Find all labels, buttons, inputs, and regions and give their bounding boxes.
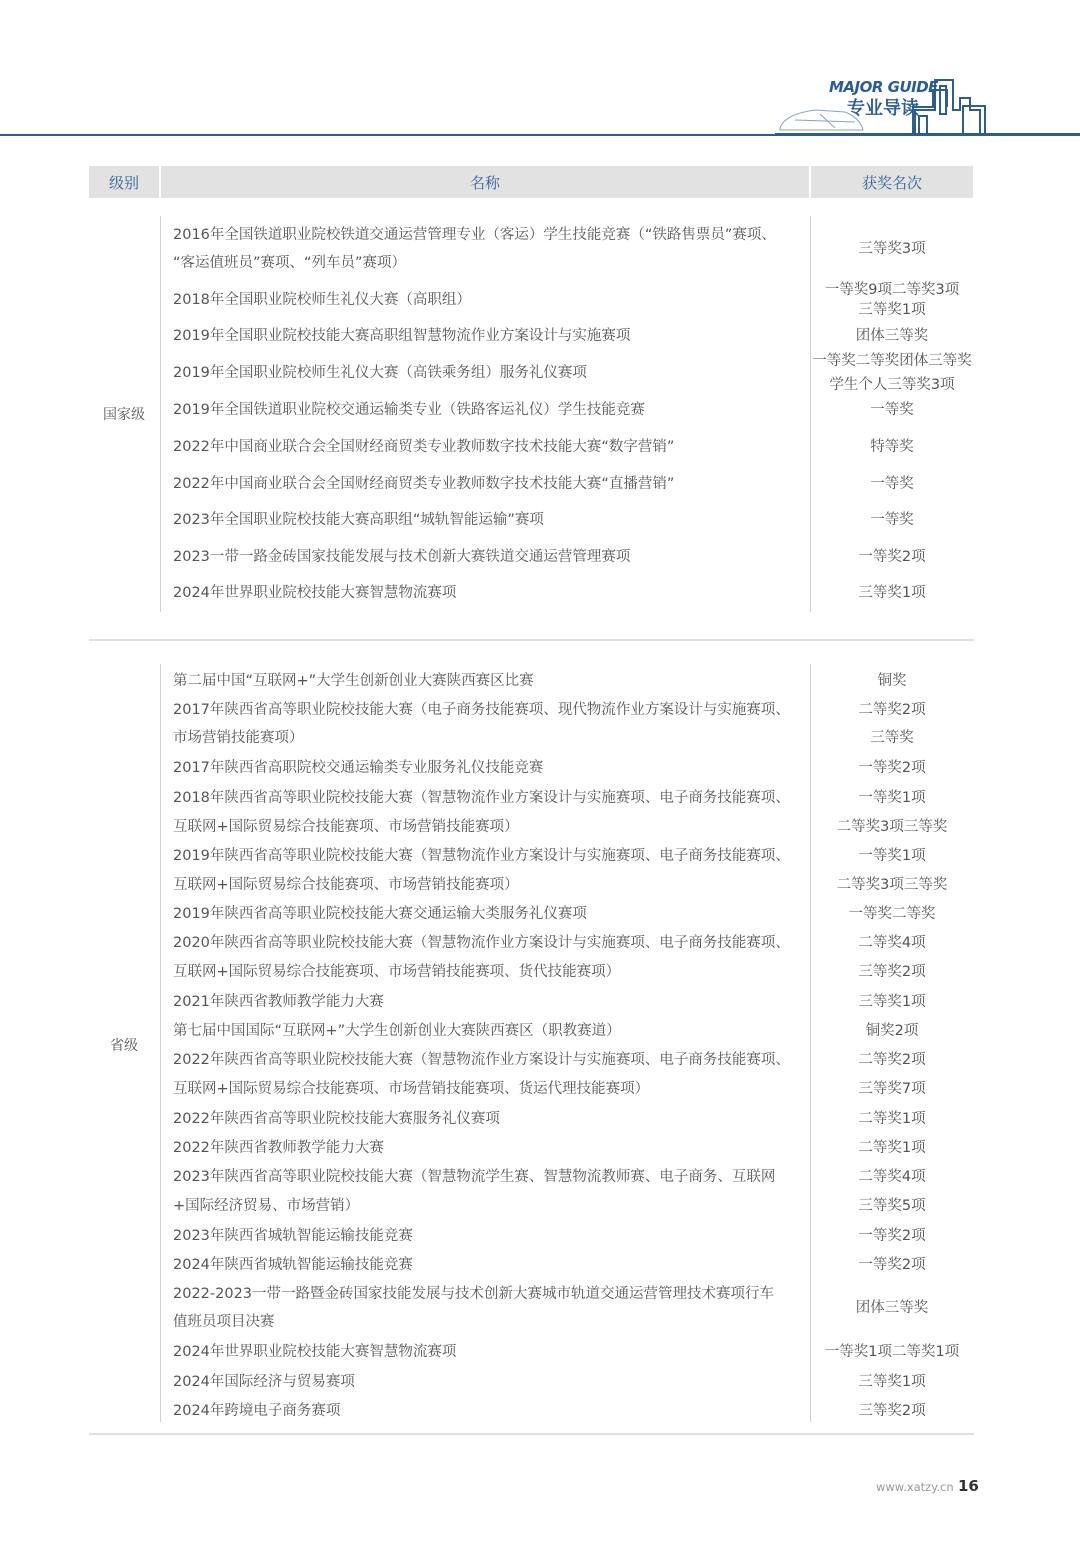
award-rank: 二等奖1项	[858, 1140, 926, 1156]
award-rank: 三等奖	[870, 730, 914, 746]
award-rank: 二等奖4项	[858, 935, 926, 951]
competition-name: 2019年全国职业院校师生礼仪大赛（高铁乘务组）服务礼仪赛项	[173, 365, 587, 381]
award-rank: 三等奖1项	[858, 994, 926, 1010]
footer-url: www.xatzy.cn	[876, 1480, 954, 1494]
award-rank: 一等奖9项二等奖3项	[824, 282, 960, 298]
competition-name: 2023一带一路金砖国家技能发展与技术创新大赛铁道交通运营管理赛项	[173, 549, 631, 565]
divider	[160, 216, 161, 612]
award-rank: 二等奖3项三等奖	[836, 877, 948, 893]
competition-name: 2018年全国职业院校师生礼仪大赛（高职组）	[173, 292, 471, 308]
section-divider	[89, 639, 974, 641]
competition-name: 2023年陕西省高等职业院校技能大赛（智慧物流学生赛、智慧物流教师赛、电子商务、互联网	[173, 1169, 776, 1185]
award-rank: 三等奖7项	[858, 1081, 926, 1097]
award-rank: 一等奖二等奖团体三等奖	[812, 353, 972, 369]
brand-english: MAJOR GUIDE	[829, 78, 938, 96]
competition-name: 互联网+国际贸易综合技能赛项、市场营销技能赛项）	[173, 819, 519, 835]
award-rank: 一等奖	[870, 476, 914, 492]
competition-name: 值班员项目决赛	[173, 1314, 275, 1330]
award-rank: 二等奖4项	[858, 1169, 926, 1185]
award-rank: 三等奖1项	[858, 1374, 926, 1390]
competition-name: 2023年全国职业院校技能大赛高职组“城轨智能运输”赛项	[173, 512, 544, 528]
competition-name: 2022年陕西省高等职业院校技能大赛（智慧物流作业方案设计与实施赛项、电子商务技能赛项、	[173, 1052, 790, 1068]
competition-name: 2019年陕西省高等职业院校技能大赛交通运输大类服务礼仪赛项	[173, 906, 587, 922]
award-rank: 铜奖2项	[865, 1023, 919, 1039]
award-rank: 一等奖2项	[858, 549, 926, 565]
competition-name: 2022年陕西省高等职业院校技能大赛服务礼仪赛项	[173, 1111, 500, 1127]
competition-name: 2019年全国职业院校技能大赛高职组智慧物流作业方案设计与实施赛项	[173, 328, 631, 344]
column-header-level: 级别	[89, 166, 159, 198]
competition-name: 2024年跨境电子商务赛项	[173, 1403, 341, 1419]
award-rank: 一等奖	[870, 402, 914, 418]
competition-name: 2022年陕西省教师教学能力大赛	[173, 1140, 384, 1156]
competition-name: 2024年世界职业院校技能大赛智慧物流赛项	[173, 1344, 457, 1360]
award-rank: 一等奖	[870, 512, 914, 528]
competition-name: 2020年陕西省高等职业院校技能大赛（智慧物流作业方案设计与实施赛项、电子商务技能赛项、	[173, 935, 790, 951]
section-divider	[89, 1433, 974, 1435]
award-rank: 三等奖3项	[858, 241, 926, 257]
award-rank: 二等奖2项	[858, 1052, 926, 1068]
competition-name: +国际经济贸易、市场营销）	[173, 1198, 360, 1214]
award-rank: 三等奖1项	[858, 585, 926, 601]
competition-name: 2019年全国铁道职业院校交通运输类专业（铁路客运礼仪）学生技能竞赛	[173, 402, 645, 418]
competition-name: 2021年陕西省教师教学能力大赛	[173, 994, 384, 1010]
award-rank: 一等奖1项	[858, 848, 926, 864]
award-rank: 三等奖5项	[858, 1198, 926, 1214]
award-rank: 一等奖二等奖	[848, 906, 936, 922]
competition-name: 2018年陕西省高等职业院校技能大赛（智慧物流作业方案设计与实施赛项、电子商务技能赛项、	[173, 790, 790, 806]
award-rank: 一等奖2项	[858, 760, 926, 776]
competition-name: “客运值班员”赛项、“列车员”赛项）	[173, 255, 407, 271]
competition-name: 2024年国际经济与贸易赛项	[173, 1374, 355, 1390]
award-rank: 一等奖1项	[858, 790, 926, 806]
award-rank: 学生个人三等奖3项	[829, 377, 955, 393]
brand-logo	[775, 70, 1080, 140]
competition-name: 2024年世界职业院校技能大赛智慧物流赛项	[173, 585, 457, 601]
competition-name: 2022-2023一带一路暨金砖国家技能发展与技术创新大赛城市轨道交通运营管理技术赛项行车	[173, 1286, 775, 1302]
competition-name: 2022年中国商业联合会全国财经商贸类专业教师数字技术技能大赛“数字营销”	[173, 439, 675, 455]
competition-name: 第二届中国“互联网+”大学生创新创业大赛陕西赛区比赛	[173, 673, 534, 689]
award-rank: 三等奖2项	[858, 964, 926, 980]
award-rank: 特等奖	[870, 439, 914, 455]
brand-chinese: 专业导读	[847, 98, 919, 119]
award-rank: 团体三等奖	[855, 1300, 929, 1316]
award-rank: 一等奖2项	[858, 1228, 926, 1244]
competition-name: 2019年陕西省高等职业院校技能大赛（智慧物流作业方案设计与实施赛项、电子商务技能赛项、	[173, 848, 790, 864]
competition-name: 市场营销技能赛项）	[173, 730, 304, 746]
column-header-name: 名称	[161, 166, 809, 198]
competition-name: 互联网+国际贸易综合技能赛项、市场营销技能赛项）	[173, 877, 519, 893]
award-rank: 二等奖3项三等奖	[836, 819, 948, 835]
award-rank: 一等奖1项二等奖1项	[824, 1344, 960, 1360]
competition-name: 2023年陕西省城轨智能运输技能竞赛	[173, 1228, 413, 1244]
competition-name: 2022年中国商业联合会全国财经商贸类专业教师数字技术技能大赛“直播营销”	[173, 476, 675, 492]
competition-name: 互联网+国际贸易综合技能赛项、市场营销技能赛项、货代技能赛项）	[173, 964, 621, 980]
award-rank: 团体三等奖	[855, 328, 929, 344]
award-rank: 二等奖2项	[858, 702, 926, 718]
competition-name: 第七届中国国际“互联网+”大学生创新创业大赛陕西赛区（职教赛道）	[173, 1023, 621, 1039]
award-rank: 铜奖	[877, 673, 907, 689]
competition-name: 2017年陕西省高职院校交通运输类专业服务礼仪技能竞赛	[173, 760, 544, 776]
column-header-award: 获奖名次	[811, 166, 973, 198]
award-rank: 一等奖2项	[858, 1257, 926, 1273]
award-rank: 二等奖1项	[858, 1111, 926, 1127]
award-rank: 三等奖2项	[858, 1403, 926, 1419]
competition-name: 2024年陕西省城轨智能运输技能竞赛	[173, 1257, 413, 1273]
award-rank: 三等奖1项	[858, 302, 926, 318]
level-label: 国家级	[103, 407, 145, 423]
table-header	[89, 166, 973, 198]
competition-name: 2016年全国铁道职业院校铁道交通运营管理专业（客运）学生技能竞赛（“铁路售票员”赛项、	[173, 227, 776, 243]
divider	[160, 664, 161, 1422]
competition-name: 互联网+国际贸易综合技能赛项、市场营销技能赛项、货运代理技能赛项）	[173, 1081, 650, 1097]
page-number: 16	[958, 1477, 979, 1495]
competition-name: 2017年陕西省高等职业院校技能大赛（电子商务技能赛项、现代物流作业方案设计与实施赛项、	[173, 702, 790, 718]
level-label: 省级	[110, 1038, 138, 1054]
